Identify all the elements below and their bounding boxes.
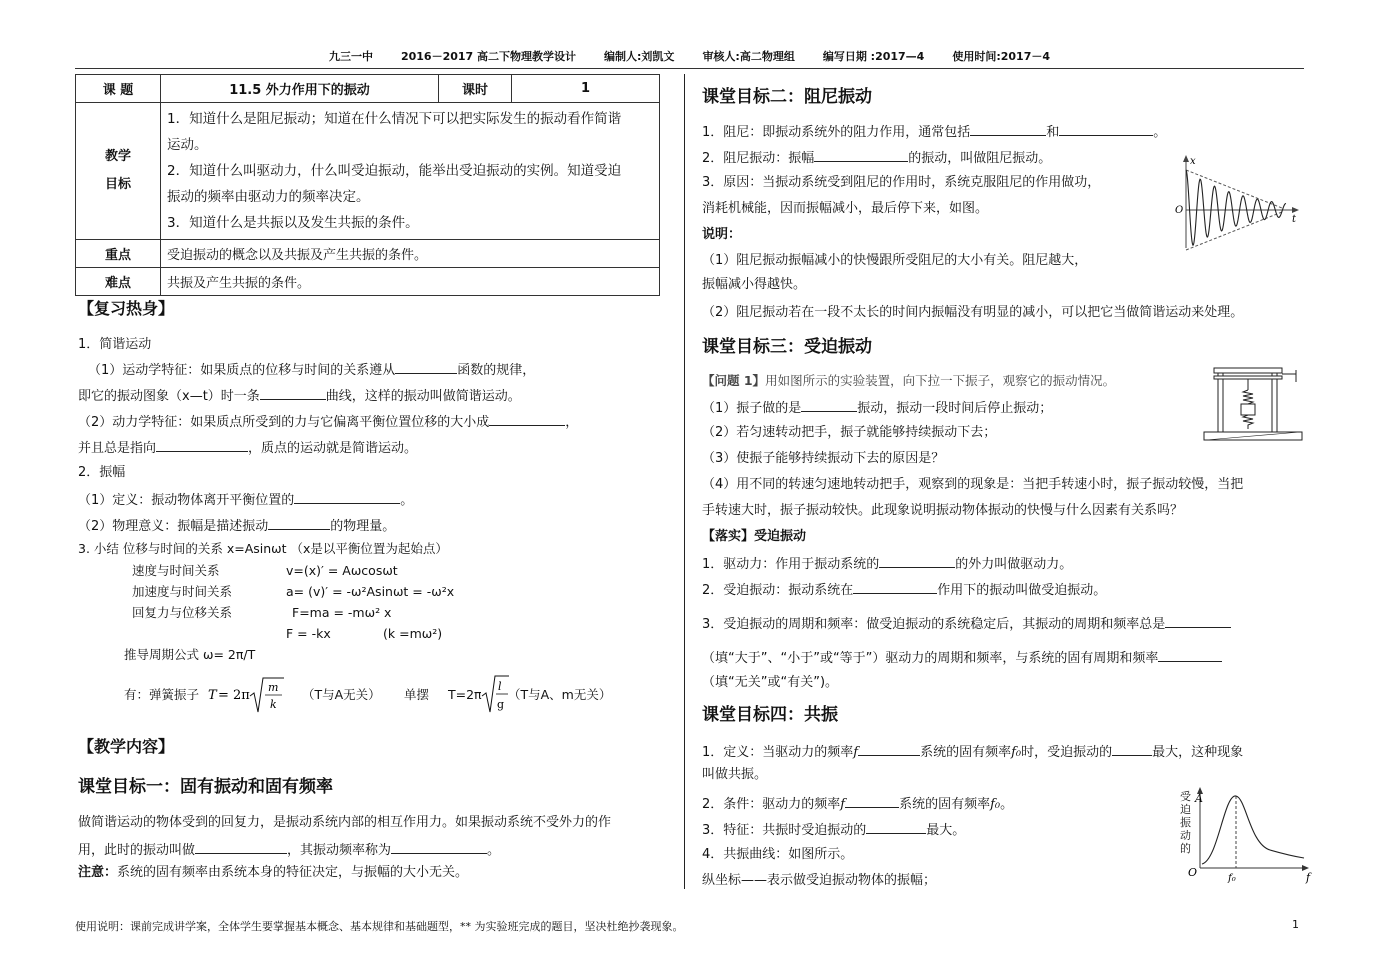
- goal2-line: 振幅减小得越快。: [702, 277, 807, 292]
- goal-line: 2．知道什么叫驱动力，什么叫受迫振动，能举出受迫振动的实例。知道受迫: [167, 163, 622, 179]
- review-line: （1）运动学特征：如果质点的位移与时间的关系遵从 函数的规律，: [88, 360, 535, 380]
- review-title: 【复习热身】: [78, 299, 175, 318]
- review-line: 2．振幅: [78, 465, 126, 480]
- header-school: 九三一中: [328, 50, 373, 63]
- goal2-line: （1）阻尼振动振幅减小的快慢跟所受阻尼的大小有关。阻尼越大，: [702, 253, 1088, 268]
- lesson-info-table: [75, 74, 660, 296]
- review-line: 单摆: [404, 687, 430, 702]
- svg-text:m: m: [268, 681, 279, 694]
- goal3-line: （填“无关”或“有关”)。: [702, 675, 839, 690]
- key-value: 受迫振动的概念以及共振及产生共振的条件。: [161, 240, 660, 268]
- goal3-line: 1．驱动力：作用于振动系统的 的外力叫做驱动力。: [702, 554, 1072, 574]
- review-line: 有：弹簧振子: [124, 687, 200, 702]
- svg-text:O: O: [1188, 866, 1198, 879]
- review-line: 推导周期公式 ω= 2π/T: [124, 647, 256, 662]
- goal3-line: 3．受迫振动的周期和频率：做受迫振动的系统稳定后，其振动的周期和频率总是: [702, 614, 1231, 634]
- header-course: 2016－2017 高二下物理教学设计: [400, 50, 577, 63]
- goal4-line: 纵坐标——表示做受迫振动物体的振幅；: [702, 873, 937, 888]
- svg-text:l: l: [498, 680, 502, 693]
- svg-text:f: f: [1306, 871, 1311, 884]
- goal2-line: 消耗机械能，因而振幅减小，最后停下来，如图。: [702, 201, 989, 216]
- goal4-line: 4．共振曲线：如图所示。: [702, 847, 854, 862]
- review-line: 并且总是指向 ，质点的运动就是简谐运动。: [78, 438, 417, 458]
- review-line: （1）定义：振动物体离开平衡位置的 。: [78, 490, 413, 510]
- key-label: 重点: [76, 240, 161, 268]
- goal1-title: 课堂目标一：固有振动和固有频率: [78, 777, 333, 797]
- goals-label: 教学目标: [76, 103, 161, 240]
- goal3-title: 课堂目标三：受迫振动: [702, 337, 872, 357]
- goal2-line: 2．阻尼振动：振幅 的振动，叫做阻尼振动。: [702, 148, 1051, 168]
- goal4-line: 1．定义：当驱动力的频率f 系统的固有频率f₀时，受迫振动的 最大，这种现象: [702, 742, 1243, 762]
- goal3-line: （1）振子做的是 振动，振动一段时间后停止振动；: [702, 398, 1052, 418]
- spring-period-formula: [206, 672, 286, 718]
- header-reviewer: 审核人:高二物理组: [702, 50, 795, 63]
- content-line: 注意：系统的固有频率由系统本身的特征决定，与振幅的大小无关。: [78, 865, 469, 880]
- period-label: 课时: [439, 75, 512, 103]
- svg-text:k: k: [270, 698, 277, 711]
- goal-line: 运动。: [167, 137, 208, 153]
- usage-note: 使用说明：课前完成讲学案，全体学生要掌握基本概念、基本规律和基础题型，** 为实验班完成的题目，坚决杜绝抄袭现象。: [75, 920, 684, 933]
- page-header: [75, 48, 1304, 69]
- review-formula: T=2π: [448, 687, 482, 702]
- review-line: （2）动力学特征：如果质点所受到的力与它偏离平衡位置位移的大小成 ，: [78, 412, 578, 432]
- review-line: 3. 小结 位移与时间的关系 x=Asinωt （x是以平衡位置为起始点）: [78, 541, 448, 556]
- period-value: 1: [512, 75, 660, 103]
- left-column: [75, 74, 661, 296]
- goal2-line: 说明：: [702, 227, 742, 242]
- svg-text:x: x: [1190, 156, 1196, 167]
- topic-value: 11.5 外力作用下的振动: [161, 75, 439, 103]
- goal4-line: 3．特征：共振时受迫振动的 最大。: [702, 820, 965, 840]
- topic-label: 课 题: [76, 75, 161, 103]
- goals-cell: [161, 103, 660, 240]
- damped-oscillation-graph: [1172, 152, 1302, 252]
- content-line: 用，此时的振动叫做 ，其振动频率称为 。: [78, 840, 500, 860]
- review-formula: (k =mω²): [383, 626, 443, 641]
- svg-text:= 2π: = 2π: [218, 688, 250, 703]
- header-editor: 编制人:刘凯文: [604, 50, 675, 63]
- review-formula: v=(x)′ = Aωcosωt: [286, 563, 398, 578]
- goal3-implement: 【落实】受迫振动: [702, 529, 807, 544]
- goal4-line: 叫做共振。: [702, 767, 768, 782]
- goal2-title: 课堂目标二：阻尼振动: [702, 87, 872, 107]
- goal3-line: 2．受迫振动：振动系统在 作用下的振动叫做受迫振动。: [702, 580, 1106, 600]
- resonance-curve: [1180, 784, 1312, 884]
- svg-text:T: T: [208, 688, 217, 703]
- review-line: （2）物理意义：振幅是描述振动 的物理量。: [78, 516, 395, 536]
- goal3-question: 【问题 1】用如图所示的实验装置，向下拉一下振子，观察它的振动情况。: [702, 373, 1116, 388]
- svg-text:A: A: [1195, 792, 1203, 805]
- review-line: （T与A、m无关）: [508, 687, 612, 702]
- goal-line: 3．知道什么是共振以及发生共振的条件。: [167, 215, 419, 231]
- forced-vibration-apparatus: [1200, 360, 1306, 444]
- review-formula: a= (v)′ = -ω²Asinωt = -ω²x: [286, 584, 455, 599]
- review-formula: F=ma = -mω² x: [292, 605, 392, 620]
- goal4-title: 课堂目标四：共振: [702, 705, 838, 725]
- goal2-line: （2）阻尼振动若在一段不太长的时间内振幅没有明显的减小，可以把它当做简谐运动来处理。: [702, 305, 1244, 320]
- goal3-line: （3）使振子能够持续振动下去的原因是？: [702, 451, 945, 466]
- header-use: 使用时间:2017－4: [952, 50, 1051, 63]
- goal3-line: （填“大于”、“小于”或“等于”）驱动力的周期和频率，与系统的固有周期和频率: [702, 648, 1222, 668]
- pendulum-sqrt: [480, 670, 510, 718]
- svg-text:f₀: f₀: [1228, 873, 1236, 884]
- review-line: 1．简谐运动: [78, 337, 152, 352]
- content-line: 做简谐运动的物体受到的回复力，是振动系统内部的相互作用力。如果振动系统不受外力的作: [78, 815, 612, 830]
- column-divider: [684, 74, 685, 889]
- review-formula: F = -kx: [286, 626, 331, 641]
- content-title: 【教学内容】: [78, 737, 175, 756]
- svg-text:O: O: [1175, 205, 1184, 216]
- goal3-line: （4）用不同的转速匀速地转动把手，观察到的现象是：当把手转速小时，振子振动较慢，当把: [702, 477, 1244, 492]
- review-line: 回复力与位移关系: [132, 605, 233, 620]
- goal2-line: 3．原因：当振动系统受到阻尼的作用时，系统克服阻尼的作用做功，: [702, 175, 1101, 190]
- difficult-label: 难点: [76, 268, 161, 296]
- svg-text:t: t: [1292, 214, 1297, 225]
- goal3-line: 手转速大时，振子振动较快。此现象说明振动物体振动的快慢与什么因素有关系吗？: [702, 503, 1184, 518]
- goal3-line: （2）若匀速转动把手，振子就能够持续振动下去；: [702, 425, 997, 440]
- svg-text:g: g: [497, 698, 505, 711]
- header-date: 编写日期 :2017—4: [822, 50, 925, 63]
- difficult-value: 共振及产生共振的条件。: [161, 268, 660, 296]
- review-line: 加速度与时间关系: [132, 584, 233, 599]
- review-line: 即它的振动图象（x—t）时一条 曲线，这样的振动叫做简谐运动。: [78, 386, 521, 406]
- review-line: 速度与时间关系: [132, 563, 220, 578]
- goal-line: 振动的频率由驱动力的频率决定。: [167, 189, 370, 205]
- goal4-line: 2．条件：驱动力的频率f 系统的固有频率f₀。: [702, 794, 1013, 814]
- goal2-line: 1．阻尼：即振动系统外的阻力作用，通常包括 和 。: [702, 122, 1166, 142]
- page-number: 1: [1292, 918, 1299, 931]
- goal-line: 1．知道什么是阻尼振动；知道在什么情况下可以把实际发生的振动看作简谐: [167, 111, 622, 127]
- resonance-ylabel: 受迫振动的: [1180, 790, 1191, 855]
- review-line: （T与A无关）: [302, 687, 381, 702]
